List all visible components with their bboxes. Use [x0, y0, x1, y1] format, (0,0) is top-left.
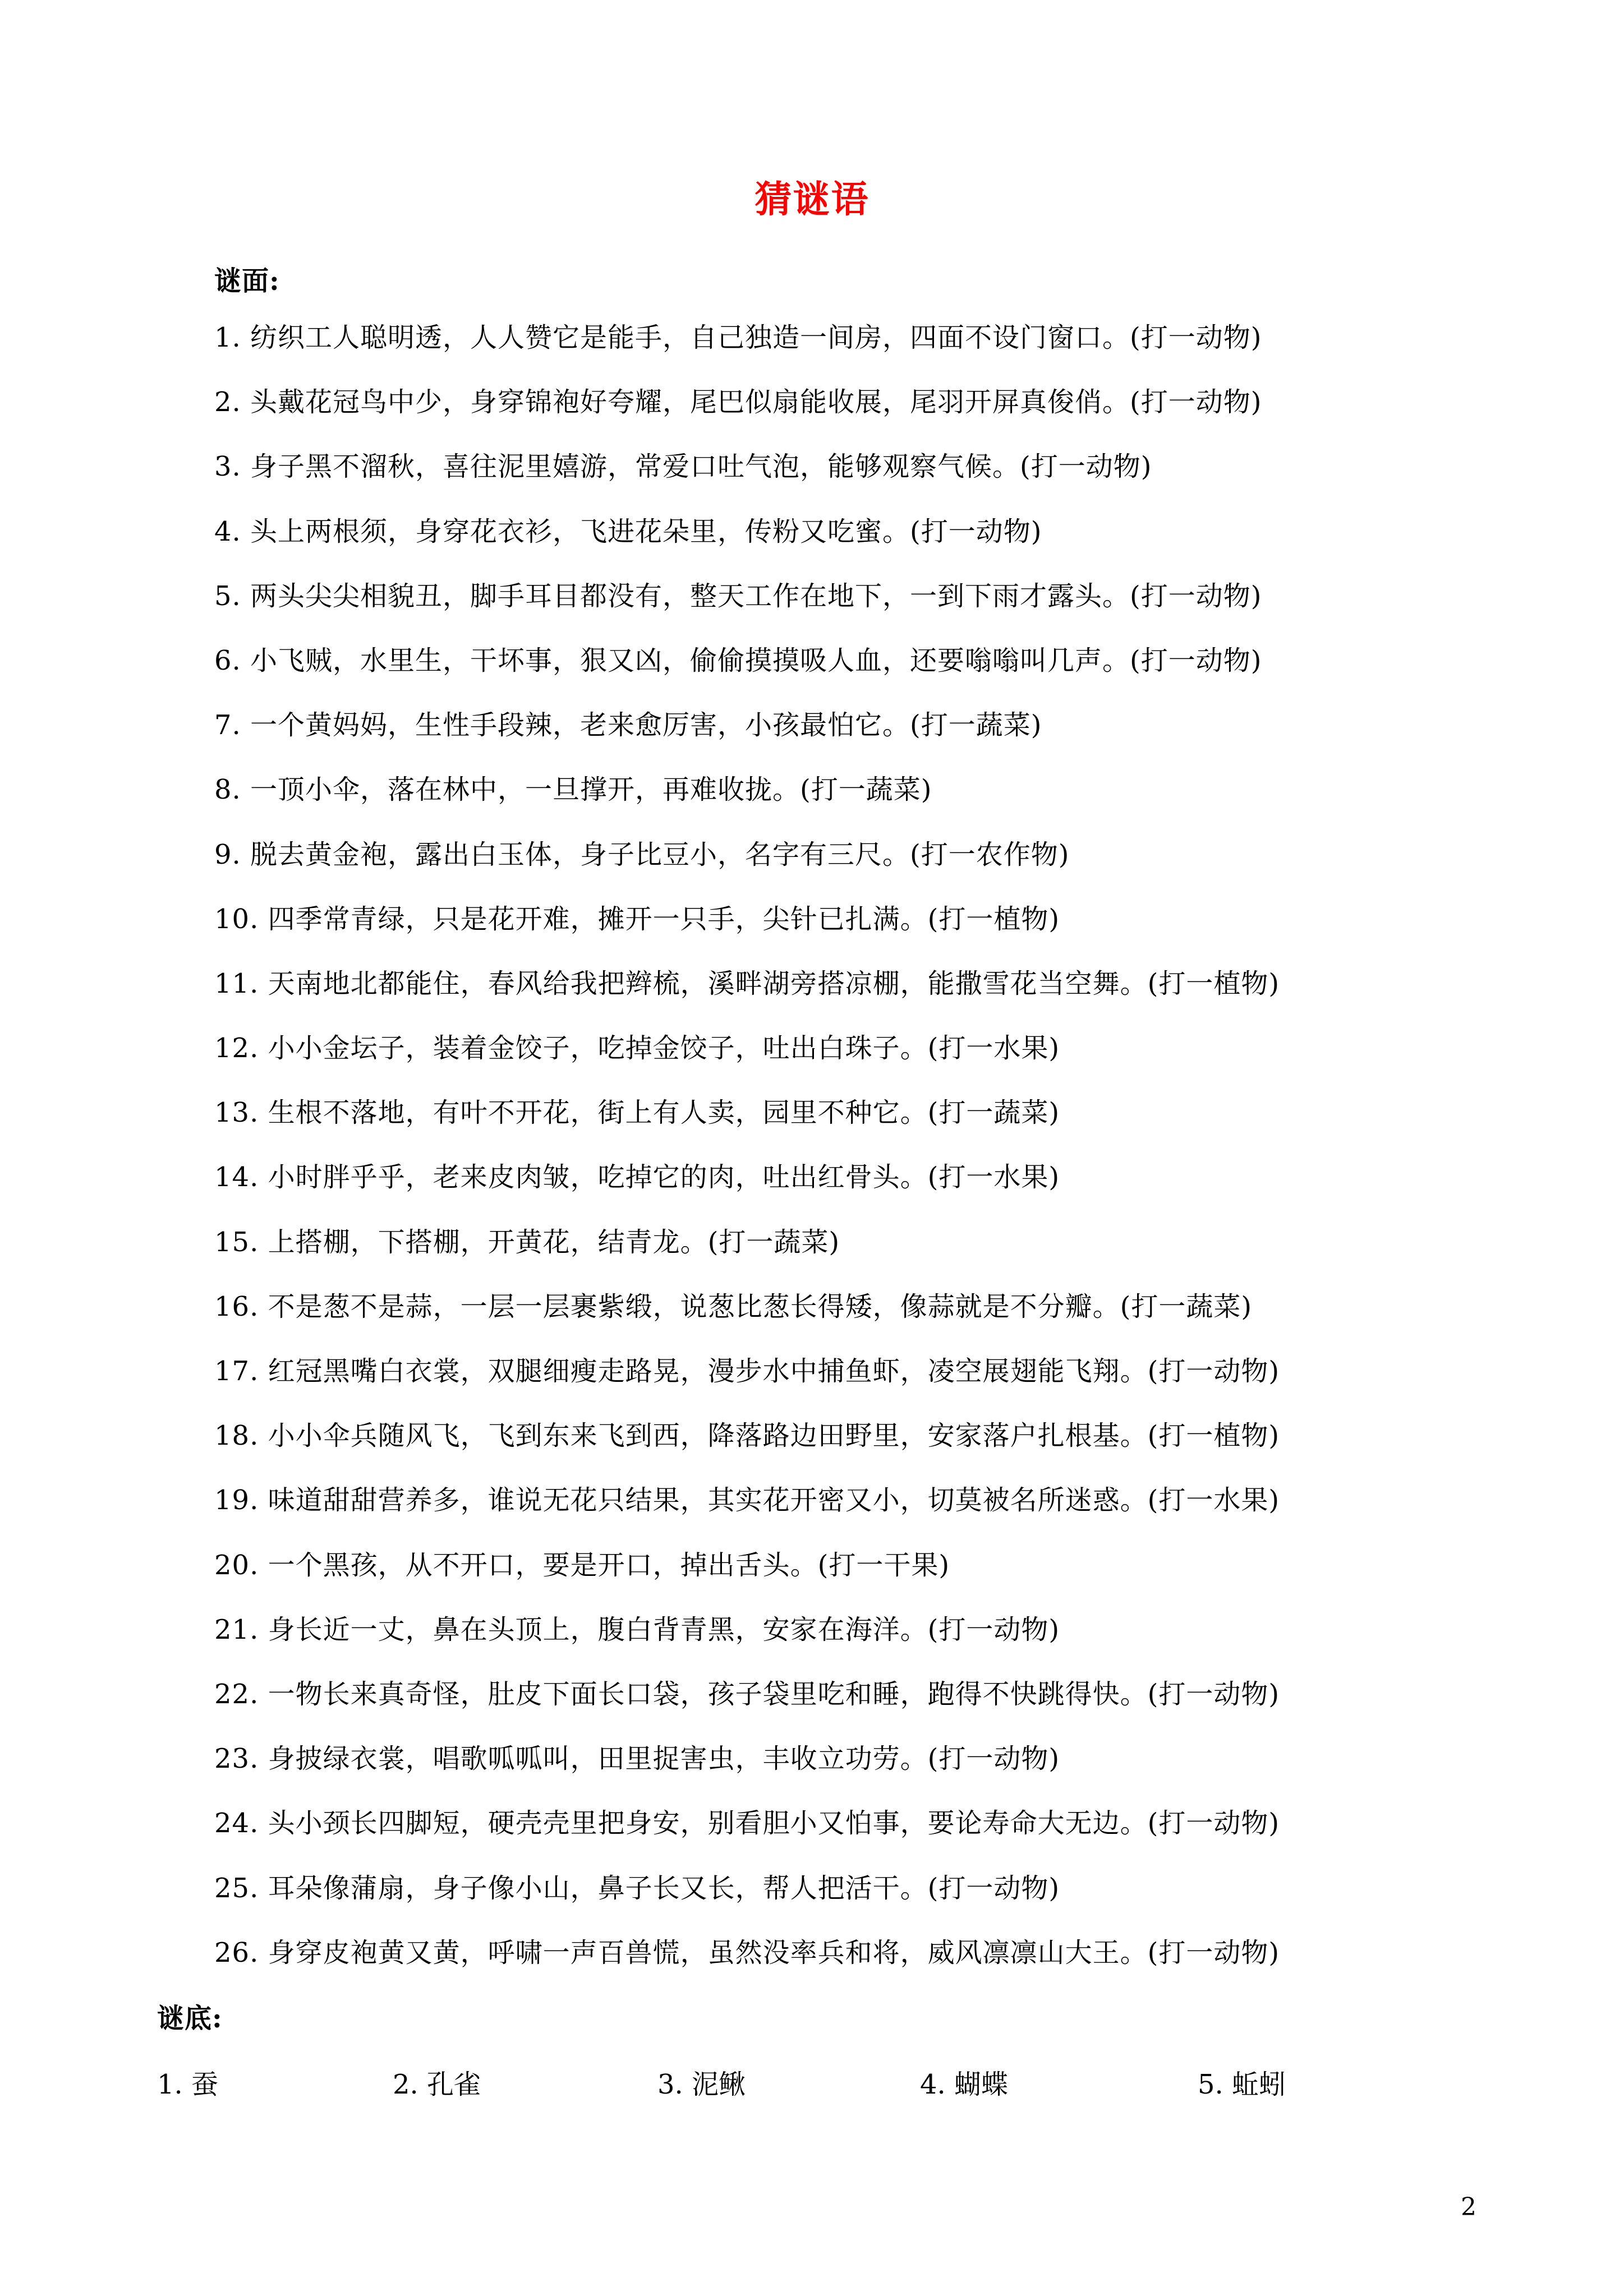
riddle-item: 18. 小小伞兵随风飞，飞到东来飞到西，降落路边田野里，安家落户扎根基。(打一植物): [214, 1420, 1280, 1452]
riddle-item: 20. 一个黑孩，从不开口，要是开口，掉出舌头。(打一干果): [214, 1549, 950, 1581]
riddle-item: 15. 上搭棚，下搭棚，开黄花，结青龙。(打一蔬菜): [214, 1226, 840, 1258]
answer-item: 3. 泥鳅: [657, 2069, 746, 2100]
riddle-item: 10. 四季常青绿，只是花开难，摊开一只手，尖针已扎满。(打一植物): [214, 903, 1060, 935]
riddle-item: 8. 一顶小伞，落在林中，一旦撑开，再难收拢。(打一蔬菜): [214, 774, 932, 806]
riddle-item: 14. 小时胖乎乎，老来皮肉皱，吃掉它的肉，吐出红骨头。(打一水果): [214, 1161, 1060, 1193]
riddle-item: 22. 一物长来真奇怪，肚皮下面长口袋，孩子袋里吃和睡，跑得不快跳得快。(打一动物): [214, 1678, 1280, 1710]
riddle-list: [214, 321, 1561, 2000]
riddle-item: 23. 身披绿衣裳，唱歌呱呱叫，田里捉害虫，丰收立功劳。(打一动物): [214, 1743, 1060, 1775]
answer-item: 2. 孔雀: [393, 2069, 481, 2100]
answer-item: 4. 蝴蝶: [920, 2069, 1009, 2100]
riddle-item: 16. 不是葱不是蒜，一层一层裹紫缎，说葱比葱长得矮，像蒜就是不分瓣。(打一蔬菜): [214, 1290, 1253, 1322]
riddle-item: 7. 一个黄妈妈，生性手段辣，老来愈厉害，小孩最怕它。(打一蔬菜): [214, 709, 1042, 741]
answers-row: [0, 2063, 1624, 2102]
riddle-item: 2. 头戴花冠鸟中少，身穿锦袍好夸耀，尾巴似扇能收展，尾羽开屏真俊俏。(打一动物): [214, 386, 1262, 418]
answer-item: 5. 蚯蚓: [1198, 2069, 1286, 2100]
answer-item: 1. 蚕: [157, 2069, 219, 2100]
answers-heading: 谜底:: [157, 2003, 223, 2034]
riddle-item: 26. 身穿皮袍黄又黄，呼啸一声百兽慌，虽然没率兵和将，威风凛凛山大王。(打一动物): [214, 1937, 1280, 1968]
riddle-item: 1. 纺织工人聪明透，人人赞它是能手，自己独造一间房，四面不设门窗口。(打一动物): [214, 322, 1262, 353]
riddle-item: 21. 身长近一丈，鼻在头顶上，腹白背青黑，安家在海洋。(打一动物): [214, 1613, 1060, 1645]
page-number: 2: [1461, 2193, 1476, 2221]
riddle-item: 5. 两头尖尖相貌丑，脚手耳目都没有，整天工作在地下，一到下雨才露头。(打一动物): [214, 580, 1262, 612]
riddle-item: 4. 头上两根须，身穿花衣衫，飞进花朵里，传粉又吃蜜。(打一动物): [214, 515, 1042, 547]
riddle-item: 9. 脱去黄金袍，露出白玉体，身子比豆小，名字有三尺。(打一农作物): [214, 838, 1070, 870]
riddle-item: 12. 小小金坛子，装着金饺子，吃掉金饺子，吐出白珠子。(打一水果): [214, 1032, 1060, 1064]
riddle-item: 11. 天南地北都能住，春风给我把辫梳，溪畔湖旁搭凉棚，能撒雪花当空舞。(打一植物): [214, 967, 1280, 999]
page-title: 猜谜语: [755, 177, 869, 221]
riddles-heading: 谜面:: [214, 265, 280, 297]
riddle-item: 3. 身子黑不溜秋，喜往泥里嬉游，常爱口吐气泡，能够观察气候。(打一动物): [214, 451, 1152, 483]
riddle-item: 19. 味道甜甜营养多，谁说无花只结果，其实花开密又小，切莫被名所迷惑。(打一水果): [214, 1484, 1280, 1516]
riddle-item: 17. 红冠黑嘴白衣裳，双腿细瘦走路晃，漫步水中捕鱼虾，凌空展翅能飞翔。(打一动物): [214, 1356, 1280, 1387]
riddle-item: 24. 头小颈长四脚短，硬壳壳里把身安，别看胆小又怕事，要论寿命大无边。(打一动物): [214, 1808, 1280, 1839]
riddle-item: 13. 生根不落地，有叶不开花，街上有人卖，园里不种它。(打一蔬菜): [214, 1097, 1060, 1129]
riddle-item: 6. 小飞贼，水里生，干坏事，狠又凶，偷偷摸摸吸人血，还要嗡嗡叫几声。(打一动物): [214, 644, 1262, 676]
riddle-item: 25. 耳朵像蒲扇，身子像小山，鼻子长又长，帮人把活干。(打一动物): [214, 1872, 1060, 1904]
